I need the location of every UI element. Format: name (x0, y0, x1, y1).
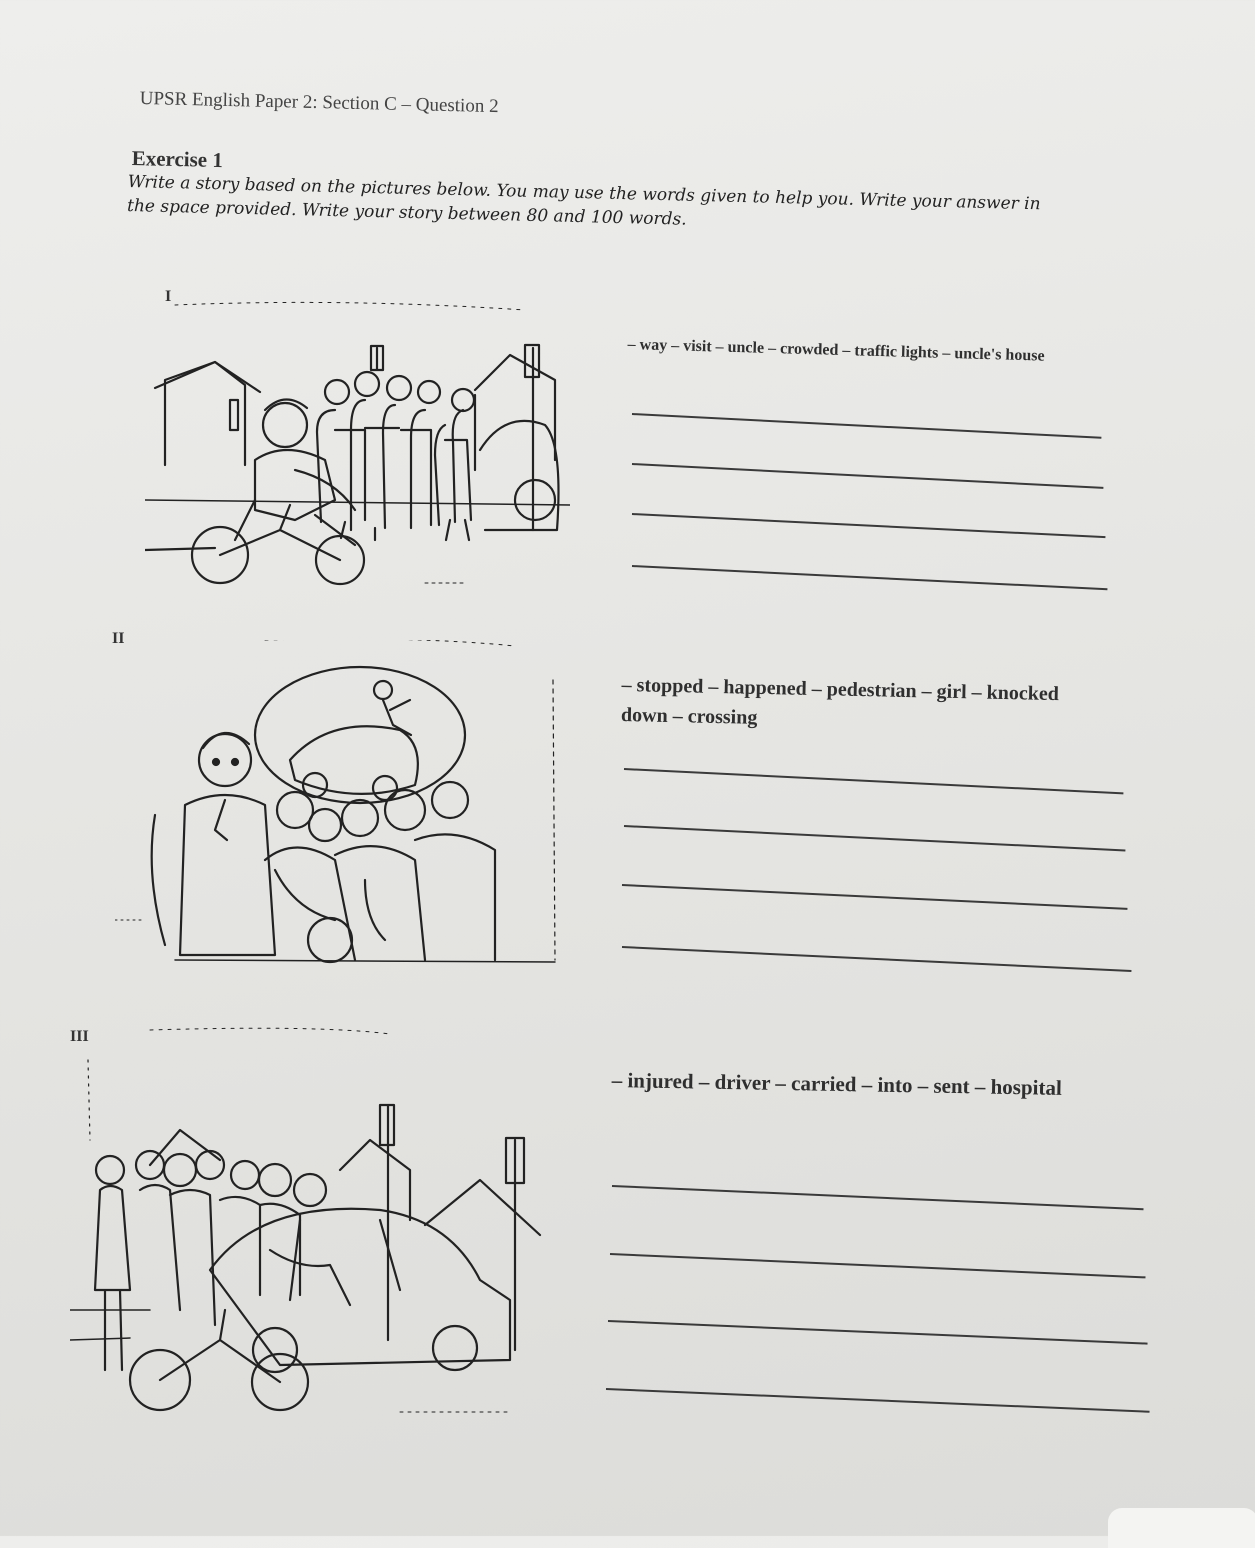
page-header: UPSR English Paper 2: Section C – Question 2 (139, 88, 499, 118)
panel-2-word-hints: – stopped – happened – pedestrian – girl – knocked down – crossing (620, 673, 1060, 729)
exercise-title: Exercise 1 (131, 146, 224, 173)
panel-1-answer-line-4[interactable] (632, 565, 1108, 590)
panel-3-answer-line-4[interactable] (606, 1388, 1150, 1413)
panel-3-picture (70, 1020, 550, 1415)
panel-3-answer-line-2[interactable] (610, 1253, 1146, 1278)
panel-1-picture (145, 300, 570, 590)
corner-tab (1108, 1508, 1255, 1548)
panel-2-answer-line-1[interactable] (624, 768, 1124, 794)
panel-1-answer-line-3[interactable] (632, 513, 1106, 538)
panel-1-answer-line-1[interactable] (632, 413, 1101, 439)
panel-2-answer-line-3[interactable] (622, 884, 1128, 910)
panel-1-word-hints: – way – visit – uncle – crowded – traffic lights – uncle's house (627, 335, 1045, 365)
panel-3-answer-line-3[interactable] (608, 1320, 1148, 1345)
panel-3-numeral: III (70, 1028, 89, 1045)
panel-1-answer-line-2[interactable] (632, 463, 1103, 489)
exercise-instructions: Write a story based on the pictures below. You may use the words given to help you. Write your answer in the space provided. Write your story between 80 and 100 words. (126, 171, 1041, 230)
panel-2-picture (115, 640, 565, 970)
panel-3-answer-line-1[interactable] (612, 1185, 1144, 1210)
panel-3-word-hints: – injured – driver – carried – into – sent – hospital (611, 1067, 1063, 1100)
panel-2-answer-line-2[interactable] (624, 825, 1125, 852)
panel-1-numeral: I (165, 288, 172, 305)
panel-2-answer-line-4[interactable] (622, 946, 1132, 972)
panel-2-numeral: II (112, 630, 125, 647)
